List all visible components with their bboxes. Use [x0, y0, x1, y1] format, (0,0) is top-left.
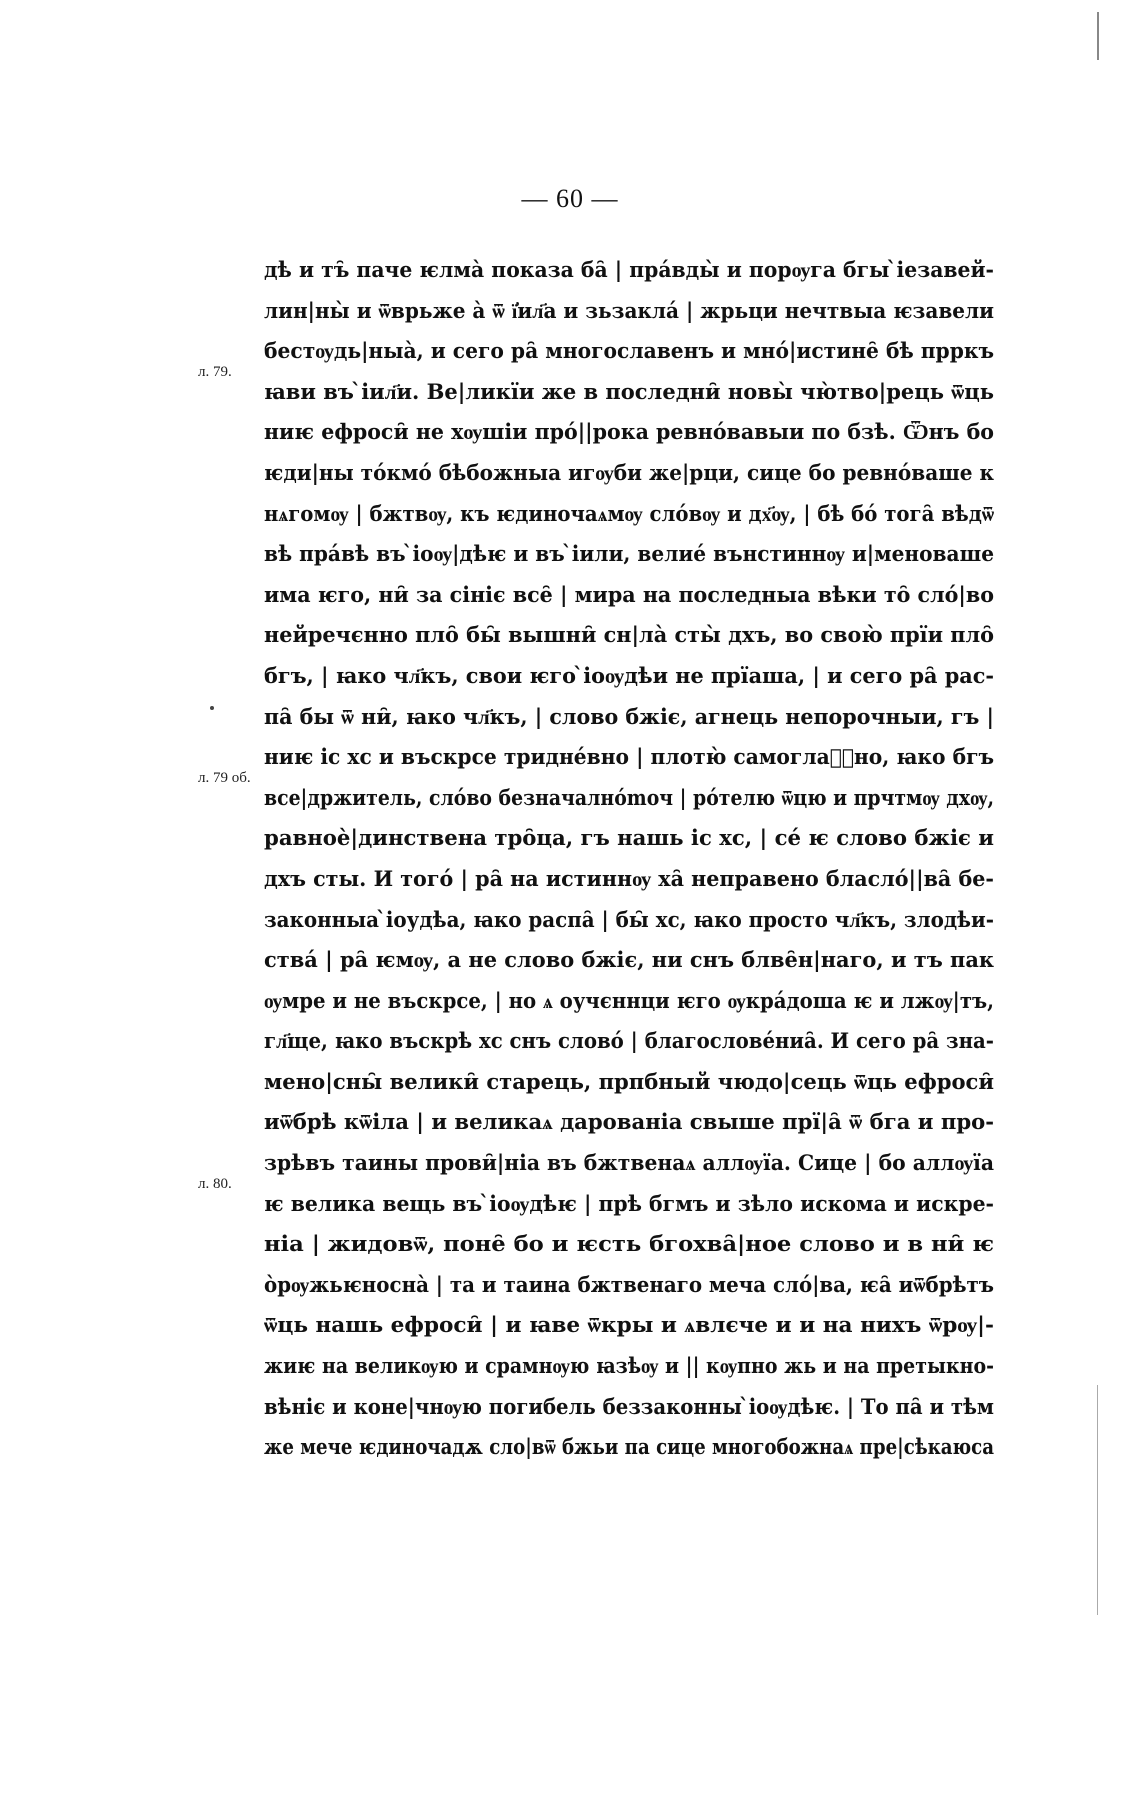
text-line-content: мено|сны̑ велики̑ старець, прпбный чюдо|сець ѿць ефроси̑: [264, 1068, 994, 1094]
text-line-content: бгъ, | ꙗко чл҃къ, свои ѥго ̀іоѹдѣи не прїаша, | и сего ра̑ рас-: [264, 662, 994, 688]
text-line-content: зрѣвъ таины прови̑|нiа въ бжтвенаѧ аллѹїа. Сице | бо аллѹїа: [264, 1150, 994, 1176]
text-line: [264, 778, 994, 819]
text-line-content: вѣнiє и коне|чнѹю погибель беззаконны ̀іоѹдѣѥ. | То па̑ и тѣм: [264, 1393, 994, 1419]
scan-speck: [210, 706, 214, 710]
text-line: [264, 1021, 994, 1062]
text-line: [264, 1427, 994, 1468]
text-line-content: па̑ бы ѿ ни̑, ꙗко чл҃къ, | слово бжiє, агнець непорочныи, гъ |: [264, 703, 994, 729]
text-line-content: ѥ велика вещь въ ̀іоѹдѣѥ | прѣ бгмъ и зѣло искома и искре-: [264, 1190, 994, 1216]
text-line-content: ниѥ ефроси̑ не хѹшiи про́||рока ревно́вавыи по бзѣ. Ѿнъ бо: [264, 419, 994, 445]
text-line: [264, 575, 994, 616]
text-line: [264, 1346, 994, 1387]
text-line: [264, 1143, 994, 1184]
text-line-content: жиѥ на великѹю и срамнѹю ꙗзѣѹ и || кѹпно жь и на претыкно-: [264, 1353, 994, 1379]
text-line-content: все|држитель, сло́во безначалнómoч | ро́телю ѿцю и прчтмѹ дхѹ,: [264, 784, 994, 810]
text-line: [264, 981, 994, 1022]
text-line: [264, 818, 994, 859]
text-line: [264, 534, 994, 575]
text-line-content: има ѥго, ни̑ за сiнiє все̑ | мира на последныа вѣки то̑ сло́|во: [264, 581, 994, 607]
text-line-content: дхъ сты. И того́ | ра̑ на истиннѹ ха̑ неправено бласло́||ва̑ бе-: [264, 865, 994, 891]
text-line: [264, 737, 994, 778]
text-line: [264, 250, 994, 291]
text-line: [264, 1184, 994, 1225]
text-line-content: нейречєнно пло̑ бы̑ вышни̑ сн|ла̀ сты̀ дхъ, во свою̀ прїи пло̑: [264, 622, 994, 648]
text-line: [264, 1387, 994, 1428]
text-line-content: лин|ны̀ и ѿврьже а̀ ѿ ї҆ил҃а и зьзакла́ | жрьци нечтвыа ѥзавели: [264, 297, 994, 323]
text-line: [264, 1265, 994, 1306]
margin-note-folio-79-verso: л. 79 об.: [198, 770, 251, 786]
text-line-content: ѹмре и не въскрсе, | но ѧ оучєннци ѥго ѹкра́доша ѥ и лжѹ|тъ,: [264, 987, 994, 1013]
body-text: [264, 250, 994, 1468]
text-line: [264, 331, 994, 372]
text-line-content: равноѐ|динствена тро̑ца, гъ нашь ic хс, | се́ ѥ слово бжiє и: [264, 825, 994, 851]
text-line-content: нѧгомѹ | бжтвѹ, къ ѥдиночаѧмѹ сло́вѹ и дх҃ѹ, | бѣ бо́ тога̑ вѣдѿ: [264, 500, 994, 526]
text-line: [264, 291, 994, 332]
text-line-content: ства́ | ра̑ ѥмѹ, а не слово бжiє, ни снъ блве̑н|наго, и тъ пак: [264, 947, 994, 973]
text-line-content: законныа ̀іоудѣа, ꙗко распа̑ | бы̑ хс, ꙗко просто чл҃къ, злодѣи-: [264, 906, 994, 932]
text-line: [264, 412, 994, 453]
scan-edge-mark-bottom: [1097, 1385, 1098, 1615]
text-line-content: ѿць нашь ефроси̑ | и ꙗве ѿкры и ѧвлєче и и на нихъ ѿрѹ|-: [264, 1312, 995, 1338]
text-line: [264, 1102, 994, 1143]
text-line-content: нiа | жидовѿ, поне̑ бо и ѥсть бгохва̑|ное слово и в ни̑ ѥ: [264, 1231, 994, 1257]
text-line-content: же мече ѥдиночадѫ сло|вѿ бжьи па сице многобожнаѧ пре|сѣкаюса: [264, 1434, 994, 1460]
text-line: [264, 1062, 994, 1103]
text-line: [264, 453, 994, 494]
text-line-content: гл҃ще, ꙗко въскрѣ хс снъ слово́ | благослове́ниа̑. И сего ра̑ зна-: [264, 1028, 994, 1054]
text-line: [264, 900, 994, 941]
text-line: [264, 656, 994, 697]
text-line: [264, 494, 994, 535]
scan-edge-mark-top: [1097, 12, 1099, 60]
text-line: [264, 697, 994, 738]
text-line-content: вѣ пра́вѣ въ ̀іоѹ|дѣѥ и въ ̀іили, велие́ вънстиннѹ и|меноваше: [264, 541, 994, 567]
text-line-content: о̀рѹжьѥносна̀ | та и таина бжтвенаго меча сло́|ва, ѥа̑ иѿбрѣтъ: [264, 1271, 994, 1297]
text-line-content: иѿбрѣ кѿiла | и великаѧ дарованiа свыше прї|а̑ ѿ бга и про-: [264, 1109, 994, 1135]
margin-note-folio-79: л. 79.: [198, 364, 232, 380]
text-line-content: ѥди|ны то́кмо́ бѣбожныа игѹби же|рци, сице бо ревно́ваше к: [264, 459, 994, 485]
text-line: [264, 859, 994, 900]
text-line: [264, 372, 994, 413]
text-line-content: ꙗви въ ̀іил҃и. Ве|ликїи же в последни̑ новы̀ чю̀тво|рець ѿць: [264, 378, 994, 404]
text-line-content: ниѥ ic хс и въскрсе тридне́вно | плотю̀ самоглаⷭ҇но, ꙗко бгъ: [264, 744, 994, 770]
text-line-content: бестѹдь|ныа̀, и сего ра̑ многославенъ и мно́|истине̑ бѣ прркъ: [264, 338, 994, 364]
text-line: [264, 1305, 994, 1346]
text-line-content: дѣ и тъ̑ паче ѥлма̀ показа ба̑ | пра́вды̀ и порѹга бгы ̀іезавей-: [264, 257, 994, 282]
page-number: — 60 —: [521, 184, 619, 213]
text-line: [264, 1224, 994, 1265]
text-line: [264, 940, 994, 981]
margin-note-folio-80: л. 80.: [198, 1176, 232, 1192]
text-line: [264, 615, 994, 656]
